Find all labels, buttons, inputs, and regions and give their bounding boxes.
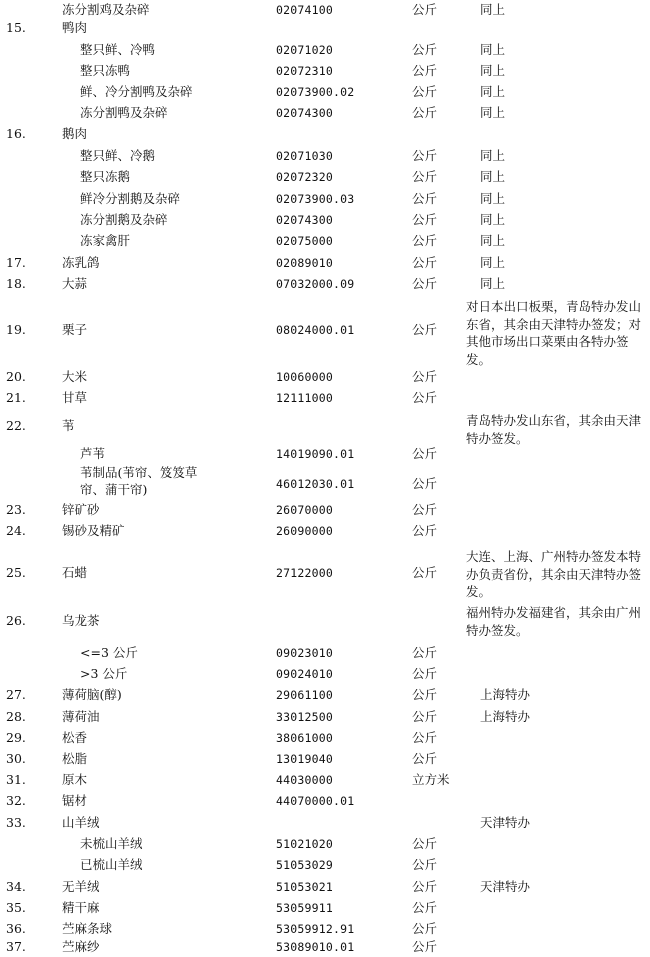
item-number: 19. <box>6 322 26 337</box>
item-note: 上海特办 <box>480 709 531 724</box>
item-name: 已梳山羊绒 <box>80 857 143 872</box>
table-row <box>0 937 650 957</box>
item-code: 02074300 <box>276 106 333 120</box>
item-code: 02072320 <box>276 170 333 184</box>
item-unit: 公斤 <box>412 191 438 206</box>
item-name: 锡砂及精矿 <box>62 523 125 538</box>
item-code: 02074100 <box>276 3 333 17</box>
item-name: 苎麻纱 <box>62 939 100 954</box>
item-number: 16. <box>6 126 26 141</box>
item-number: 27. <box>6 687 26 702</box>
item-unit: 立方米 <box>412 772 450 787</box>
item-name: 薄荷油 <box>62 709 100 724</box>
item-unit: 公斤 <box>412 687 438 702</box>
table-row <box>0 500 650 520</box>
table-row <box>0 643 650 663</box>
item-code: 10060000 <box>276 370 333 384</box>
item-unit: 公斤 <box>412 502 438 517</box>
item-code: 02073900.03 <box>276 192 355 206</box>
item-number: 25. <box>6 565 26 580</box>
item-name: 鲜冷分割鹅及杂碎 <box>80 191 181 206</box>
item-code: 02075000 <box>276 234 333 248</box>
table-row <box>0 685 650 705</box>
item-number: 17. <box>6 255 26 270</box>
item-code: 46012030.01 <box>276 477 355 491</box>
item-number: 37. <box>6 939 26 954</box>
item-name: 锌矿砂 <box>62 502 100 517</box>
item-unit: 公斤 <box>412 476 438 491</box>
item-note: 同上 <box>480 84 506 99</box>
item-code: 12111000 <box>276 391 333 405</box>
item-note: 同上 <box>480 42 506 57</box>
item-name: 整只冻鹅 <box>80 169 131 184</box>
item-unit: 公斤 <box>412 857 438 872</box>
item-name: <=3 公斤 <box>80 645 138 660</box>
table-row <box>0 388 650 408</box>
item-unit: 公斤 <box>412 2 438 17</box>
item-unit: 公斤 <box>412 709 438 724</box>
item-name: 薄荷脑(醇) <box>62 687 122 702</box>
item-unit: 公斤 <box>412 255 438 270</box>
item-unit: 公斤 <box>412 390 438 405</box>
table-row <box>0 664 650 684</box>
table-row <box>0 749 650 769</box>
item-number: 23. <box>6 502 26 517</box>
item-number: 20. <box>6 369 26 384</box>
item-name: 冻乳鸽 <box>62 255 100 270</box>
item-unit: 公斤 <box>412 369 438 384</box>
item-code: 29061100 <box>276 688 333 702</box>
item-note: 上海特办 <box>480 687 531 702</box>
item-unit: 公斤 <box>412 84 438 99</box>
item-note: 福州特办发福建省，其余由广州特办签发。 <box>466 605 642 638</box>
item-code: 02074300 <box>276 213 333 227</box>
item-code: 33012500 <box>276 710 333 724</box>
item-unit: 公斤 <box>412 565 438 580</box>
table-row <box>0 253 650 273</box>
item-note: 同上 <box>480 169 506 184</box>
table-row <box>0 813 650 833</box>
item-note: 同上 <box>480 2 506 17</box>
table-row <box>0 444 650 464</box>
item-note: 同上 <box>480 191 506 206</box>
item-unit: 公斤 <box>412 836 438 851</box>
item-code: 53059912.91 <box>276 922 355 936</box>
item-code: 09023010 <box>276 646 333 660</box>
item-code: 51021020 <box>276 837 333 851</box>
item-name: 苇制品(苇帘、笈笈草帘、蒲干帘) <box>80 465 198 497</box>
item-name: 栗子 <box>62 322 88 337</box>
table-row <box>0 770 650 790</box>
item-name: 乌龙茶 <box>62 613 100 628</box>
item-name: 苎麻条球 <box>62 921 113 936</box>
item-name: 鸭肉 <box>62 20 88 35</box>
item-note: 同上 <box>480 105 506 120</box>
item-unit: 公斤 <box>412 523 438 538</box>
item-name: 整只鲜、冷鸭 <box>80 42 156 57</box>
item-unit: 公斤 <box>412 148 438 163</box>
item-unit: 公斤 <box>412 921 438 936</box>
table-row <box>0 728 650 748</box>
item-note: 大连、上海、广州特办签发本特办负责省份，其余由天津特办签发。 <box>466 549 642 599</box>
item-code: 27122000 <box>276 566 333 580</box>
item-note: 同上 <box>480 148 506 163</box>
table-row <box>0 231 650 251</box>
item-number: 29. <box>6 730 26 745</box>
table-row <box>0 919 650 939</box>
item-number: 33. <box>6 815 26 830</box>
item-note: 同上 <box>480 63 506 78</box>
item-number: 32. <box>6 793 26 808</box>
item-name: 整只冻鸭 <box>80 63 131 78</box>
table-row <box>0 103 650 123</box>
item-name: 原木 <box>62 772 88 787</box>
item-name: 石蜡 <box>62 565 88 580</box>
table-row <box>0 146 650 166</box>
item-unit: 公斤 <box>412 212 438 227</box>
item-code: 02072310 <box>276 64 333 78</box>
table-row <box>0 82 650 102</box>
item-number: 34. <box>6 879 26 894</box>
table-row <box>0 61 650 81</box>
item-unit: 公斤 <box>412 900 438 915</box>
item-unit: 公斤 <box>412 322 438 337</box>
table-row <box>0 0 650 20</box>
item-name: 锯材 <box>62 793 88 808</box>
item-number: 18. <box>6 276 26 291</box>
item-unit: 公斤 <box>412 42 438 57</box>
item-name: 鹅肉 <box>62 126 88 141</box>
item-unit: 公斤 <box>412 63 438 78</box>
table-row <box>0 834 650 854</box>
item-note: 同上 <box>480 255 506 270</box>
table-row <box>0 855 650 875</box>
item-number: 28. <box>6 709 26 724</box>
item-note: 同上 <box>480 233 506 248</box>
item-code: 38061000 <box>276 731 333 745</box>
table-row <box>0 707 650 727</box>
item-number: 30. <box>6 751 26 766</box>
item-unit: 公斤 <box>412 446 438 461</box>
item-code: 51053021 <box>276 880 333 894</box>
item-code: 07032000.09 <box>276 277 355 291</box>
table-row <box>0 367 650 387</box>
table-row <box>0 40 650 60</box>
table-row <box>0 124 650 144</box>
item-code: 26090000 <box>276 524 333 538</box>
table-row <box>0 167 650 187</box>
table-row <box>0 877 650 897</box>
item-number: 26. <box>6 613 26 628</box>
item-unit: 公斤 <box>412 751 438 766</box>
item-number: 35. <box>6 900 26 915</box>
table-row <box>0 474 650 494</box>
item-unit: 公斤 <box>412 105 438 120</box>
item-name: 冻家禽肝 <box>80 233 131 248</box>
item-code: 13019040 <box>276 752 333 766</box>
table-row <box>0 189 650 209</box>
item-code: 02089010 <box>276 256 333 270</box>
item-note: 同上 <box>480 212 506 227</box>
item-unit: 公斤 <box>412 233 438 248</box>
item-unit: 公斤 <box>412 645 438 660</box>
item-unit: 公斤 <box>412 879 438 894</box>
table-row <box>0 210 650 230</box>
item-code: 14019090.01 <box>276 447 355 461</box>
item-name: 冻分割鹅及杂碎 <box>80 212 168 227</box>
item-unit: 公斤 <box>412 169 438 184</box>
item-name: 冻分割鸭及杂碎 <box>80 105 168 120</box>
item-code: 02071020 <box>276 43 333 57</box>
item-unit: 公斤 <box>412 730 438 745</box>
item-note: 对日本出口板栗，青岛特办发山东省，其余由天津特办签发；对其他市场出口菜栗由各特办签发。 <box>466 299 642 367</box>
table-row <box>0 521 650 541</box>
item-name: 芦苇 <box>80 446 106 461</box>
item-unit: 公斤 <box>412 666 438 681</box>
item-name: 松香 <box>62 730 88 745</box>
item-code: 44030000 <box>276 773 333 787</box>
item-code: 26070000 <box>276 503 333 517</box>
item-code: 44070000.01 <box>276 794 355 808</box>
item-number: 21. <box>6 390 26 405</box>
item-name: 山羊绒 <box>62 815 100 830</box>
item-name: 鲜、冷分割鸭及杂碎 <box>80 84 193 99</box>
item-note: 天津特办 <box>480 879 531 894</box>
item-name: 整只鲜、冷鹅 <box>80 148 156 163</box>
table-row <box>0 898 650 918</box>
item-code: 09024010 <box>276 667 333 681</box>
item-number: 22. <box>6 418 26 433</box>
item-code: 51053029 <box>276 858 333 872</box>
item-code: 53089010.01 <box>276 940 355 954</box>
item-code: 08024000.01 <box>276 323 355 337</box>
item-name: 无羊绒 <box>62 879 100 894</box>
item-note: 同上 <box>480 276 506 291</box>
item-name: 大蒜 <box>62 276 88 291</box>
item-name: 苇 <box>62 418 75 433</box>
item-code: 02073900.02 <box>276 85 355 99</box>
item-note: 天津特办 <box>480 815 531 830</box>
item-unit: 公斤 <box>412 939 438 954</box>
item-number: 36. <box>6 921 26 936</box>
table-row <box>0 791 650 811</box>
item-name: >3 公斤 <box>80 666 128 681</box>
item-name: 精干麻 <box>62 900 100 915</box>
item-name: 松脂 <box>62 751 88 766</box>
item-number: 15. <box>6 20 26 35</box>
item-unit: 公斤 <box>412 276 438 291</box>
item-note: 青岛特办发山东省，其余由天津特办签发。 <box>466 413 642 446</box>
item-name: 未梳山羊绒 <box>80 836 143 851</box>
item-number: 31. <box>6 772 26 787</box>
table-row <box>0 274 650 294</box>
item-name: 甘草 <box>62 390 88 405</box>
item-name: 大米 <box>62 369 88 384</box>
item-number: 24. <box>6 523 26 538</box>
item-code: 53059911 <box>276 901 333 915</box>
item-name: 冻分割鸡及杂碎 <box>62 2 150 17</box>
item-code: 02071030 <box>276 149 333 163</box>
table-row <box>0 18 650 38</box>
